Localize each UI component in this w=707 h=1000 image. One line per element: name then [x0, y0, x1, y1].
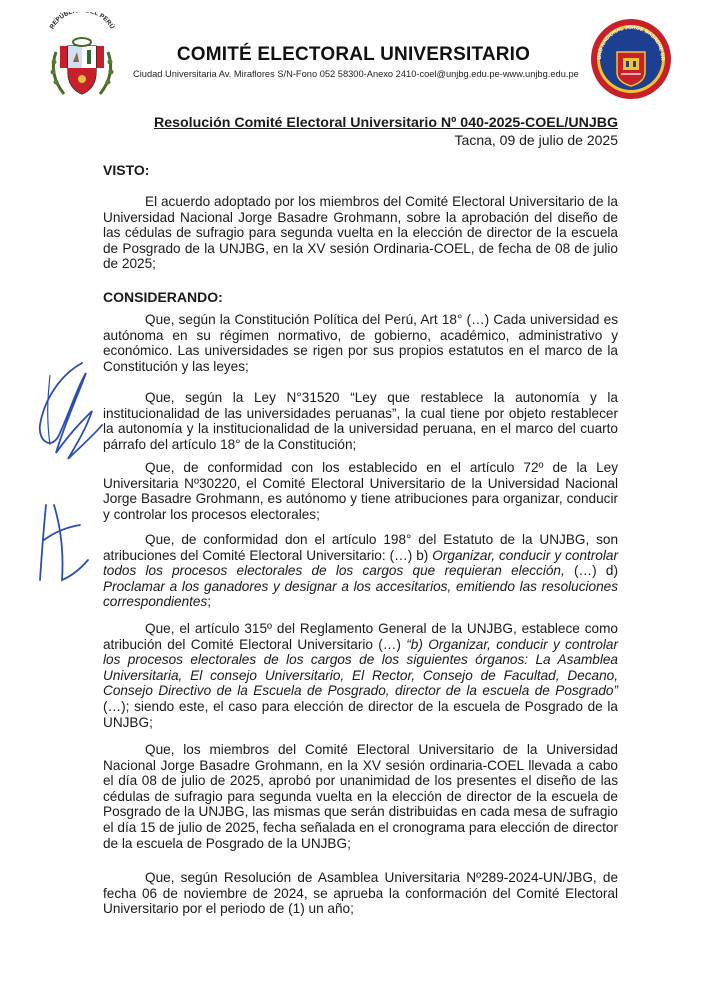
visto-heading: VISTO: — [103, 162, 150, 178]
considerando-paragraph-6: Que, los miembros del Comité Electoral Universitario de la Universidad Nacional Jorge Basadre Grohmann, en la XV sesión ordinaria-COEL llevada a cabo el día 08 de julio de 2025, aprobó por unanimidad de los presentes el diseño de las cédulas de sufragio para segunda vuelta en la elección de director de la escuela de Posgrado de la UNJBG, las mismas que serán distribuidas en cada mesa de sufragio el día 15 de julio de 2025, fecha señalada en el cronograma para elección de director de la escuela de Posgrado de la UNJBG; — [103, 742, 618, 851]
p5-text-end: (…); siendo este, el caso para elección de director de la escuela de Posgrado de la UNJBG; — [103, 698, 618, 730]
p4-italic-1: Organizar, conducir y controlar todos los procesos electorales de los cargos que requieran elección, — [103, 547, 618, 579]
considerando-paragraph-7: Que, según Resolución de Asamblea Universitaria Nº289-2024-UN/JBG, de fecha 06 de noviembre de 2024, se aprueba la conformación del Comité Electoral Universitario por el periodo de (1) un año; — [103, 870, 618, 917]
considerando-paragraph-3: Que, de conformidad con los establecido en el artículo 72º de la Ley Universitaria Nº30220, el Comité Electoral Universitario de la Universidad Nacional Jorge Basadre Grohmann, es autónomo y tiene atribuciones para organizar, conducir y controlar los procesos electorales; — [103, 460, 618, 522]
resolution-date: Tacna, 09 de julio de 2025 — [454, 132, 618, 148]
institution-contact: Ciudad Universitaria Av. Miraflores S/N-Fono 052 58300-Anexo 2410-coel@unjbg.edu.pe-www.unjbg.edu.pe — [133, 69, 579, 79]
p4-italic-2: Proclamar a los ganadores y designar a los accesitarios, emitiendo las resoluciones correspondientes — [103, 578, 618, 610]
svg-text:UNIVERSIDAD NACIONAL JORGE BAS: DAD NACIONAL JORGE BASADRE GR — [596, 24, 666, 61]
svg-text:REPÚBLICA DEL PERÚ: REPÚBL EL PERÚ — [48, 12, 116, 31]
considerando-heading: CONSIDERANDO: — [103, 289, 223, 305]
institution-title: COMITÉ ELECTORAL UNIVERSITARIO — [176, 44, 531, 65]
considerando-paragraph-4 — [103, 532, 618, 610]
considerando-paragraph-2: Que, según la Ley N°31520 “Ley que restablece la autonomía y la institucionalidad de las universidades peruanas”, la cual tiene por objeto restablecer la autonomía y la institucionalidad de la universidad peruana, en el marco del cuarto párrafo del artículo 18° de la Constitución; — [103, 390, 618, 452]
p4-text-end: ; — [207, 594, 212, 610]
visto-paragraph: El acuerdo adoptado por los miembros del Comité Electoral Universitario de la Universidad Nacional Jorge Basadre Grohmann, sobre la aprobación del diseño de las cédulas de sufragio para segunda vuelta en la elección de director de la escuela de Posgrado de la UNJBG, en la XV sesión Ordinaria-COEL, de fecha de 08 de julio de 2025; — [103, 194, 618, 272]
p4-text-mid: (…) d) — [564, 563, 618, 579]
considerando-paragraph-5 — [103, 621, 618, 730]
handwritten-initials-icon — [20, 355, 110, 595]
considerando-paragraph-1: Que, según la Constitución Política del Perú, Art 18° (…) Cada universidad es autónoma en su régimen normativo, de gobierno, académico, administrativo y económico. Las universidades se rigen por sus propios estatutos en el marco de la Constitución y las leyes; — [103, 312, 618, 374]
p5-italic: “b) Organizar, conducir y controlar los procesos electorales de los cargos de los siguientes órganos: La Asamblea Universitaria, El consejo Universitario, El Rector, Consejo de Facultad, Decano, Consejo Directivo de la Escuela de Posgrado, director de la escuela de Posgrado” — [103, 636, 618, 699]
p4-text-start: Que, de conformidad don el artículo 198° del Estatuto de la UNJBG, son atribuciones del Comité Electoral Universitario: (…) b) — [103, 532, 618, 563]
resolution-title: Resolución Comité Electoral Universitario Nº 040-2025-COEL/UNJBG — [153, 115, 618, 131]
p5-text-start: Que, el artículo 315º del Reglamento General de la UNJBG, establece como atribución del Comité Electoral Universitario (…) — [103, 621, 618, 652]
